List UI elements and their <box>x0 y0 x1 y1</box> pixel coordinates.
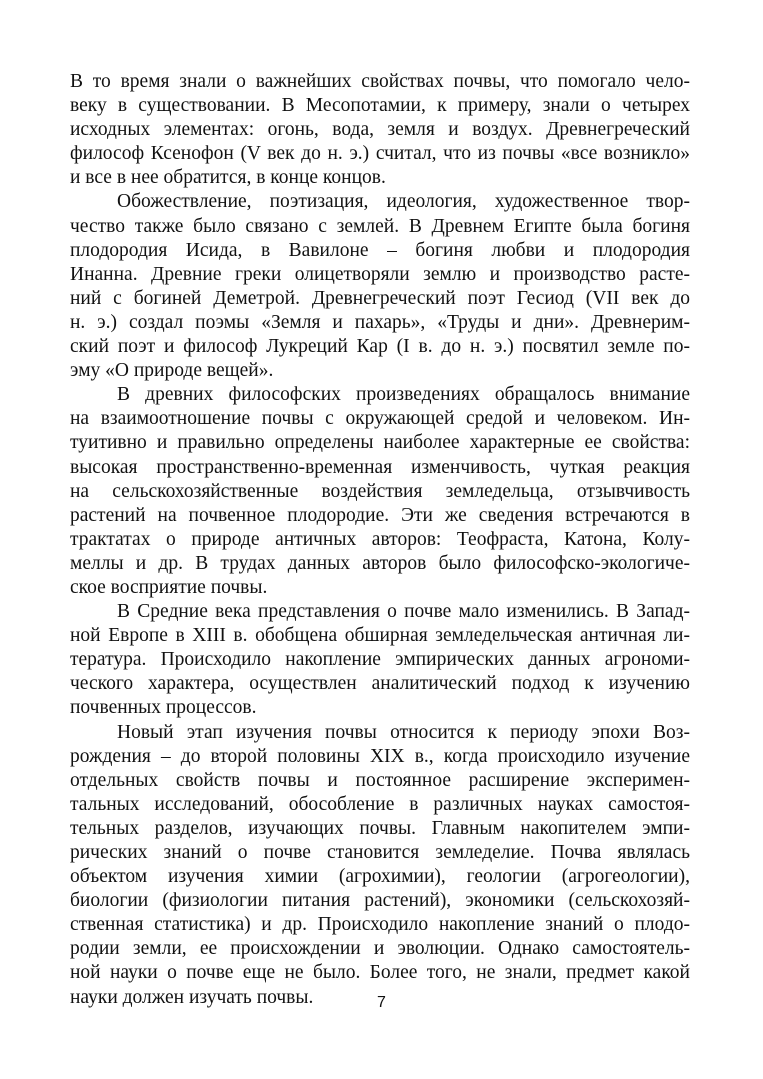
text-line: высокая пространственно-временная изменчивость, чуткая реакция <box>70 456 690 478</box>
paragraph-3 <box>70 383 690 600</box>
text-line: В древних философских произведениях обращалось внимание <box>117 384 690 406</box>
text-line: рождения – до второй половины XIX в., когда происходило изучение <box>70 745 690 767</box>
paragraph-5 <box>70 721 690 1010</box>
text-line: на взаимоотношение почвы с окружающей средой и человеком. Ин- <box>70 408 690 430</box>
text-line: отдельных свойств почвы и постоянное расширение эксперимен- <box>70 769 690 791</box>
text-line: биологии (физиологии питания растений), экономики (сельскохозяй- <box>70 890 690 912</box>
text-line: почвенных процессов. <box>70 697 257 719</box>
text-line: тельных разделов, изучающих почвы. Главным накопителем эмпи- <box>70 817 690 839</box>
text-line: Инанна. Древние греки олицетворяли землю и производство расте- <box>70 263 690 285</box>
paragraph-4 <box>70 600 690 720</box>
page-body <box>70 70 690 1010</box>
text-line: науки должен изучать почвы. <box>70 986 314 1008</box>
text-line: н. э.) создал поэмы «Земля и пахарь», «Труды и дни». Древнерим- <box>70 311 690 333</box>
text-line: ское восприятие почвы. <box>70 576 268 598</box>
text-line: Новый этап изучения почвы относится к периоду эпохи Воз- <box>117 721 690 743</box>
text-line: рических знаний о почве становится земледелие. Почва являлась <box>70 842 690 863</box>
text-line: на сельскохозяйственные воздействия земледельца, отзывчивость <box>70 480 690 502</box>
text-line: ной Европе в XIII в. обобщена обширная земледельческая античная ли- <box>70 625 690 647</box>
text-line: ной науки о почве еще не было. Более того, не знали, предмет какой <box>70 962 690 984</box>
text-line: трактатах о природе античных авторов: Теофраста, Катона, Колу- <box>70 528 690 550</box>
text-line: В то время знали о важнейших свойствах почвы, что помогало чело- <box>70 71 690 92</box>
paragraph-1 <box>70 70 690 190</box>
text-line: ственная статистика) и др. Происходило накопление знаний о плодо- <box>70 914 690 936</box>
text-line: и все в нее обратится, в конце концов. <box>70 167 386 189</box>
text-line: В Средние века представления о почве мало изменились. В Запад- <box>117 601 690 623</box>
paragraph-2 <box>70 190 690 383</box>
text-line: меллы и др. В трудах данных авторов было философско-экологиче- <box>70 552 690 574</box>
text-line: чество также было связано с землей. В Древнем Египте была богиня <box>70 215 690 237</box>
text-line: Обожествление, поэтизация, идеология, художественное твор- <box>117 191 690 213</box>
text-line: туитивно и правильно определены наиболее характерные ее свойства: <box>70 432 690 454</box>
text-line: ний с богиней Деметрой. Древнегреческий поэт Гесиод (VII век до <box>70 287 690 309</box>
text-line: эму «О природе вещей». <box>70 360 274 382</box>
text-line: родии земли, ее происхождении и эволюции. Однако самостоятель- <box>70 938 690 960</box>
text-line: тература. Происходило накопление эмпирических данных агрономи- <box>70 649 690 671</box>
text-line: философ Ксенофон (V век до н. э.) считал, что из почвы «все возникло» <box>70 143 690 165</box>
text-line: ческого характера, осуществлен аналитический подход к изучению <box>70 673 690 695</box>
page-number: 7 <box>377 994 386 1011</box>
text-line: ский поэт и философ Лукреций Кар (I в. до н. э.) посвятил земле по- <box>70 336 690 358</box>
text-line: растений на почвенное плодородие. Эти же сведения встречаются в <box>70 504 690 526</box>
text-line: исходных элементах: огонь, вода, земля и воздух. Древнегреческий <box>70 119 690 141</box>
text-line: объектом изучения химии (агрохимии), геологии (агрогеологии), <box>70 866 690 888</box>
text-line: тальных исследований, обособление в различных науках самостоя- <box>70 793 690 815</box>
text-line: плодородия Исида, в Вавилоне – богиня любви и плодородия <box>70 239 690 261</box>
text-line: веку в существовании. В Месопотамии, к примеру, знали о четырех <box>70 95 690 117</box>
